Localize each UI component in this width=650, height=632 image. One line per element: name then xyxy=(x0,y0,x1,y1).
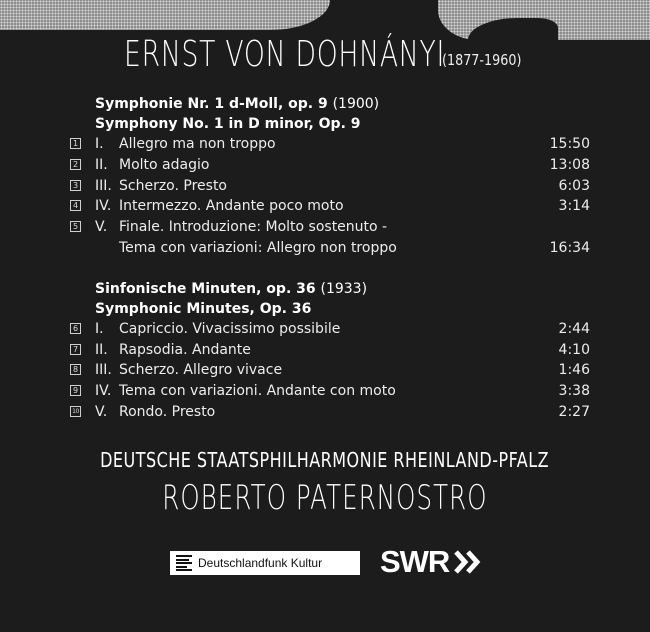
track-duration: 4:10 xyxy=(558,341,590,358)
track-duration: 1:46 xyxy=(558,362,590,379)
track-row xyxy=(70,134,590,155)
track-number-box: 9 xyxy=(70,385,81,396)
track-title: Tema con variazioni. Andante con moto xyxy=(119,383,396,400)
work-title-de xyxy=(95,279,590,299)
track-row xyxy=(70,196,590,217)
track-duration: 6:03 xyxy=(558,177,590,194)
track-row xyxy=(70,340,590,361)
work-symphonic-minutes xyxy=(70,279,590,423)
movement-number: III. xyxy=(95,362,112,379)
work-title-de-text: Symphonie Nr. 1 d-Moll, op. 9 xyxy=(95,96,328,112)
orchestra-name xyxy=(0,448,650,472)
swr-logo xyxy=(380,544,483,580)
work-title-en: Symphony No. 1 in D minor, Op. 9 xyxy=(95,116,361,132)
composer-dates: (1877-1960) xyxy=(442,51,522,69)
track-title: Rondo. Presto xyxy=(119,403,216,420)
track-title: Scherzo. Presto xyxy=(119,177,228,194)
conductor-name xyxy=(0,478,650,518)
track-number-box: 7 xyxy=(70,344,81,355)
track-number-box: 8 xyxy=(70,364,81,375)
composer-name: ERNST VON DOHNÁNYI xyxy=(124,34,446,75)
work-title-en: Symphonic Minutes, Op. 36 xyxy=(95,300,312,317)
double-chevron-icon xyxy=(453,549,483,575)
track-duration: 2:44 xyxy=(558,320,590,337)
track-number-box: 10 xyxy=(70,406,81,417)
track-row xyxy=(70,360,590,381)
track-row xyxy=(70,319,590,340)
movement-number: III. xyxy=(95,177,112,194)
track-number-box: 1 xyxy=(70,138,81,149)
movement-number: IV. xyxy=(95,198,112,215)
track-number-box: 6 xyxy=(70,323,81,334)
movement-number: II. xyxy=(95,341,108,358)
dlf-stripes-icon xyxy=(176,555,192,571)
track-duration: 2:27 xyxy=(558,403,590,420)
movement-number: II. xyxy=(95,156,108,173)
track-title: Scherzo. Allegro vivace xyxy=(119,362,283,379)
swr-logo-text: SWR xyxy=(380,544,450,579)
track-duration: 15:50 xyxy=(549,136,590,152)
movement-number: V. xyxy=(95,219,108,236)
track-row xyxy=(70,381,590,402)
track-duration: 13:08 xyxy=(549,156,590,173)
work-title-de-text: Sinfonische Minuten, op. 36 xyxy=(95,280,316,297)
work-title-de xyxy=(95,94,590,114)
track-title: Rapsodia. Andante xyxy=(119,341,251,358)
orchestra-name-text: DEUTSCHE STAATSPHILHARMONIE RHEINLAND-PFALZ xyxy=(100,448,550,472)
track-number-box: 4 xyxy=(70,200,81,211)
track-row xyxy=(70,402,590,423)
track-duration: 3:38 xyxy=(558,383,590,400)
track-number-box: 2 xyxy=(70,159,81,170)
track-row xyxy=(70,176,590,197)
track-duration: 16:34 xyxy=(549,239,590,256)
track-title-continuation: Tema con variazioni: Allegro non troppo xyxy=(119,239,397,256)
work-year: (1933) xyxy=(320,280,368,297)
track-number-box: 3 xyxy=(70,180,81,191)
deutschlandfunk-kultur-logo xyxy=(170,551,360,575)
track-title: Allegro ma non troppo xyxy=(119,136,276,152)
track-number-box: 5 xyxy=(70,221,81,232)
track-title: Capriccio. Vivacissimo possibile xyxy=(119,320,341,337)
track-title: Molto adagio xyxy=(119,156,210,173)
track-title: Finale. Introduzione: Molto sostenuto - xyxy=(119,219,388,236)
dlf-logo-text: Deutschlandfunk Kultur xyxy=(198,556,323,570)
track-row-continuation xyxy=(70,238,590,259)
conductor-name-text: ROBERTO PATERNOSTRO xyxy=(162,478,488,518)
track-row xyxy=(70,217,590,238)
texture-left xyxy=(0,0,330,30)
work-symphony-1 xyxy=(70,94,590,259)
track-list xyxy=(70,94,590,435)
work-year: (1900) xyxy=(332,96,380,112)
movement-number: V. xyxy=(95,403,108,420)
movement-number: I. xyxy=(95,320,104,337)
movement-number: IV. xyxy=(95,383,112,400)
composer-header xyxy=(124,34,584,75)
track-row xyxy=(70,155,590,176)
movement-number: I. xyxy=(95,136,104,152)
track-duration: 3:14 xyxy=(558,198,590,215)
track-title: Intermezzo. Andante poco moto xyxy=(119,198,344,215)
